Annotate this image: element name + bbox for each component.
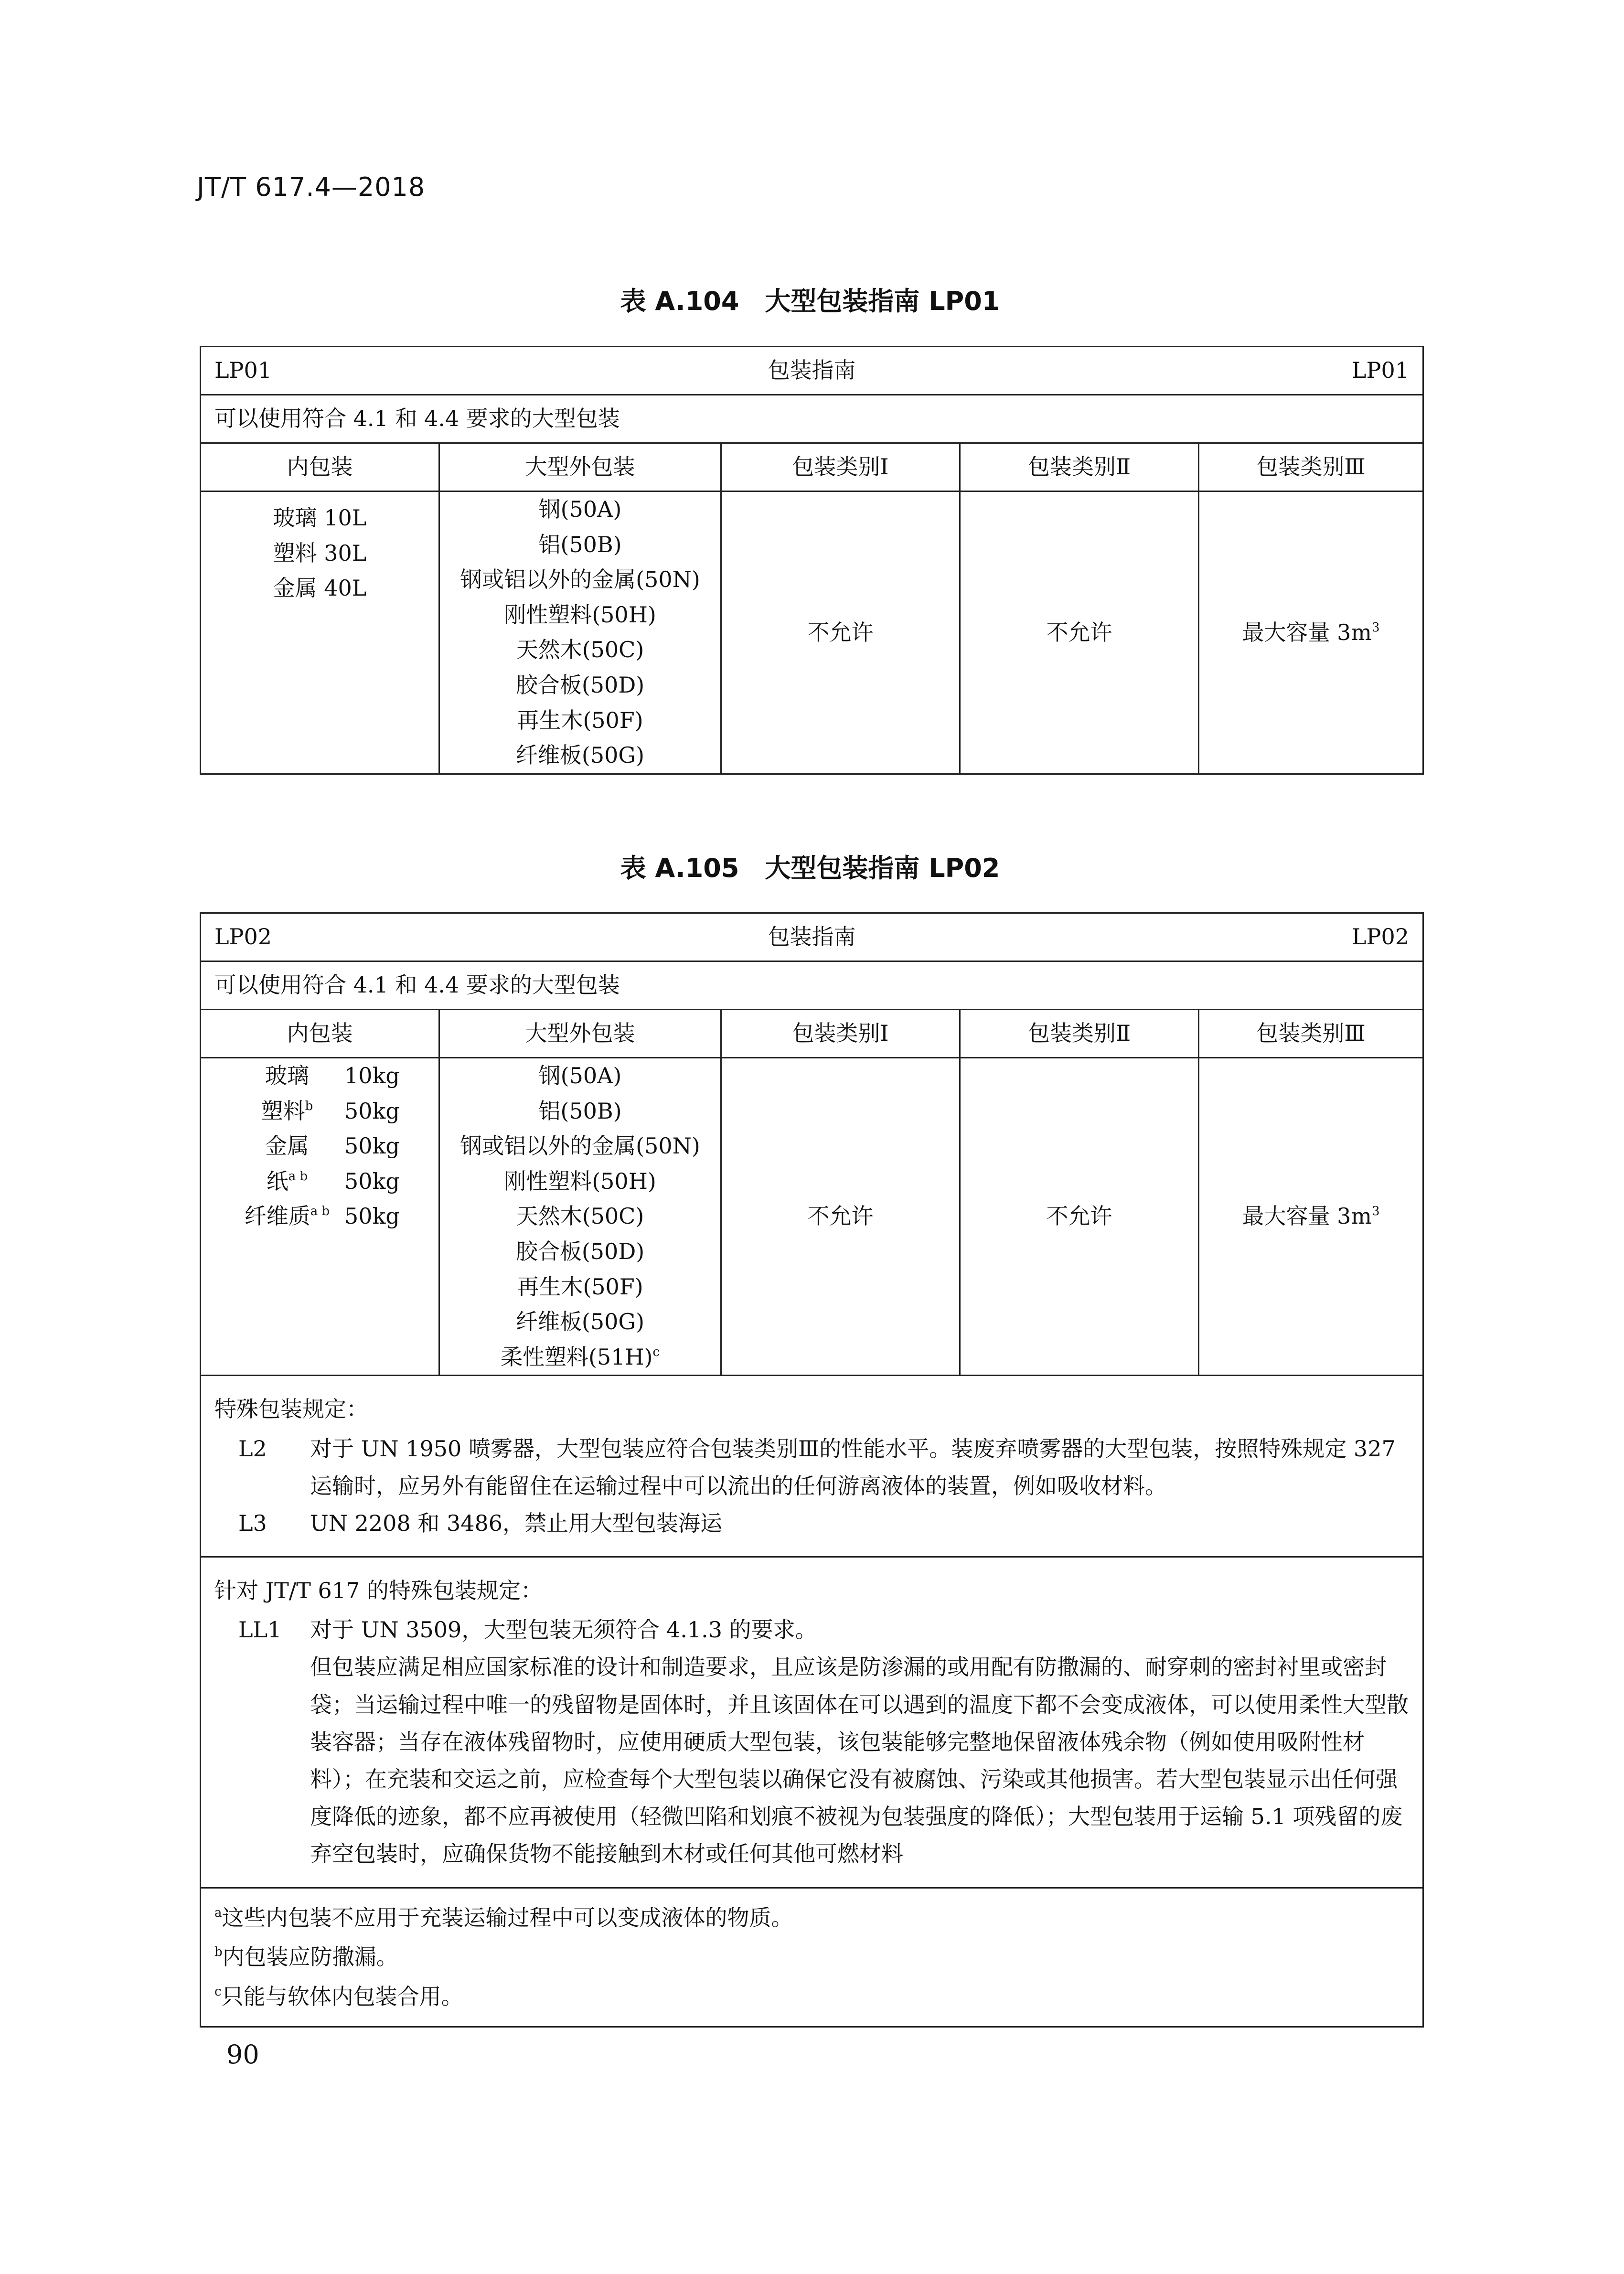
outer-packaging-item: 纤维板(50G) bbox=[515, 742, 645, 769]
column-header: 大型外包装 bbox=[439, 1010, 721, 1058]
inner-packagings-cell bbox=[201, 491, 439, 774]
provision-paragraph: 但包装应满足相应国家标准的设计和制造要求，且应该是防渗漏的或用配有防撒漏的、耐穿刺的密封衬里或密封袋；当运输过程中唯一的残留物是固体时，并且该固体在可以遇到的温度下都不会变成液体，可以使用柔性大型散装容器；当存在液体残留物时，应使用硬质大型包装，该包装能够完整地保留液体残余物（例如使用吸附性材料）；在充装和交运之前，应检查每个大型包装以确保它没有被腐蚀、污染或其他损害。若大型包装显示出任何强度降低的迹象，都不应再被使用（轻微凹陷和划痕不被视为包装强度的降低）；大型包装用于运输 5.1 项残留的废弃空包装时，应确保货物不能接触到木材或任何其他可燃材料 bbox=[310, 1654, 1409, 1867]
inner-packagings-cell bbox=[201, 1058, 439, 1376]
outer-packaging-item: 钢或铝以外的金属(50N) bbox=[460, 1133, 700, 1159]
inner-packaging-item: 金属 40L bbox=[273, 575, 367, 601]
code-left: LP02 bbox=[214, 924, 272, 950]
table-title-lp01: 表 A.104 大型包装指南 LP01 bbox=[620, 286, 1000, 316]
outer-packaging-item: 刚性塑料(50H) bbox=[504, 601, 656, 628]
jt-special-provisions-title: 针对 JT/T 617 的特殊包装规定： bbox=[214, 1578, 543, 1604]
special-provisions-title: 特殊包装规定： bbox=[214, 1396, 368, 1422]
table-body-row bbox=[201, 1058, 1423, 1376]
footnote: $^b$内包装应防撒漏。 bbox=[214, 1944, 398, 1970]
packing-group-iii-value: 最大容量 $3m^3$ bbox=[1199, 1058, 1423, 1376]
inner-packaging-item: 塑料 30L bbox=[273, 540, 367, 566]
packing-group-ii-value: 不允许 bbox=[960, 491, 1199, 774]
outer-packagings-cell bbox=[439, 1058, 721, 1376]
inner-packaging-item: 玻璃 10L bbox=[273, 505, 367, 531]
provision-item bbox=[214, 1611, 1409, 1648]
packing-group-i-value: 不允许 bbox=[721, 1058, 960, 1376]
outer-packaging-item: 钢(50A) bbox=[538, 1063, 622, 1089]
provision-item bbox=[214, 1430, 1409, 1505]
provision-item bbox=[214, 1505, 1409, 1542]
table-title-lp02: 表 A.105 大型包装指南 LP02 bbox=[620, 853, 1000, 883]
provision-text: UN 2208 和 3486，禁止用大型包装海运 bbox=[310, 1510, 723, 1536]
column-header: 内包装 bbox=[201, 1010, 439, 1058]
outer-packaging-item: 铝(50B) bbox=[538, 531, 622, 557]
code-left: LP01 bbox=[214, 357, 272, 384]
footnote: $^c$只能与软体内包装合用。 bbox=[214, 1984, 463, 2010]
outer-packaging-item: 钢(50A) bbox=[538, 496, 622, 522]
code-right: LP01 bbox=[1352, 357, 1410, 384]
provision-code: L3 bbox=[238, 1510, 267, 1536]
inner-packaging-item: 金属 50kg bbox=[265, 1133, 400, 1159]
packing-group-iii-value: 最大容量 $3m^3$ bbox=[1199, 491, 1423, 774]
column-header: 包装类别Ⅱ bbox=[960, 443, 1199, 491]
outer-packaging-item: 再生木(50F) bbox=[517, 707, 643, 733]
column-header: 内包装 bbox=[201, 443, 439, 491]
packing-table-lp02 bbox=[200, 912, 1424, 2028]
code-right: LP02 bbox=[1352, 924, 1410, 950]
outer-packaging-item: 柔性塑料$(51H)^c$ bbox=[500, 1344, 660, 1370]
outer-packaging-item: 再生木(50F) bbox=[517, 1273, 643, 1300]
inner-packaging-item: 纸$^{a b}$ 50kg bbox=[266, 1168, 400, 1194]
provision-code: LL1 bbox=[238, 1617, 282, 1643]
column-header: 包装类别Ⅰ bbox=[721, 1010, 960, 1058]
packing-group-i-value: 不允许 bbox=[721, 491, 960, 774]
inner-packaging-item: 玻璃 10kg bbox=[265, 1063, 400, 1089]
instruction-heading: 包装指南 bbox=[768, 924, 856, 950]
column-header: 大型外包装 bbox=[439, 443, 721, 491]
special-provisions bbox=[201, 1376, 1423, 1557]
footnotes bbox=[201, 1888, 1423, 2027]
document-code: JT/T 617.4—2018 bbox=[197, 172, 426, 202]
column-header: 包装类别Ⅱ bbox=[960, 1010, 1199, 1058]
packing-table-lp01 bbox=[200, 346, 1424, 775]
packing-group-ii-value: 不允许 bbox=[960, 1058, 1199, 1376]
column-headers bbox=[201, 1010, 1423, 1058]
table-header-row bbox=[201, 347, 1423, 395]
outer-packagings-cell bbox=[439, 491, 721, 774]
outer-packaging-item: 胶合板(50D) bbox=[515, 672, 645, 698]
table-body-row bbox=[201, 491, 1423, 774]
column-header: 包装类别Ⅲ bbox=[1199, 1010, 1423, 1058]
page-number: 90 bbox=[226, 2039, 259, 2070]
provision-code: L2 bbox=[238, 1435, 267, 1462]
column-headers bbox=[201, 443, 1423, 491]
outer-packaging-item: 天然木(50C) bbox=[516, 637, 644, 663]
outer-packaging-item: 胶合板(50D) bbox=[515, 1238, 645, 1264]
jt-special-provisions bbox=[201, 1557, 1423, 1888]
column-header: 包装类别Ⅰ bbox=[721, 443, 960, 491]
outer-packaging-item: 刚性塑料(50H) bbox=[504, 1168, 656, 1194]
inner-packaging-item: 纤维质$^{a b}$ 50kg bbox=[244, 1203, 400, 1229]
instruction-heading: 包装指南 bbox=[768, 357, 856, 384]
footnote: $^a$这些内包装不应用于充装运输过程中可以变成液体的物质。 bbox=[214, 1904, 793, 1931]
provision-text: 对于 UN 1950 喷雾器，大型包装应符合包装类别Ⅲ的性能水平。装废弃喷雾器的大型包装，按照特殊规定 327 运输时，应另外有能留住在运输过程中可以流出的任何游离液体的装置，例如吸收材料。 bbox=[310, 1435, 1396, 1499]
provision-text: 对于 UN 3509，大型包装无须符合 4.1.3 的要求。 bbox=[310, 1617, 817, 1643]
outer-packaging-item: 钢或铝以外的金属(50N) bbox=[460, 566, 700, 593]
requirement-text: 可以使用符合 4.1 和 4.4 要求的大型包装 bbox=[201, 395, 1423, 443]
outer-packaging-item: 铝(50B) bbox=[538, 1098, 622, 1124]
outer-packaging-item: 天然木(50C) bbox=[516, 1203, 644, 1229]
outer-packaging-item: 纤维板(50G) bbox=[515, 1309, 645, 1335]
column-header: 包装类别Ⅲ bbox=[1199, 443, 1423, 491]
requirement-text: 可以使用符合 4.1 和 4.4 要求的大型包装 bbox=[201, 961, 1423, 1010]
table-header-row bbox=[201, 913, 1423, 961]
inner-packaging-item: 塑料$^b$ 50kg bbox=[261, 1098, 400, 1124]
